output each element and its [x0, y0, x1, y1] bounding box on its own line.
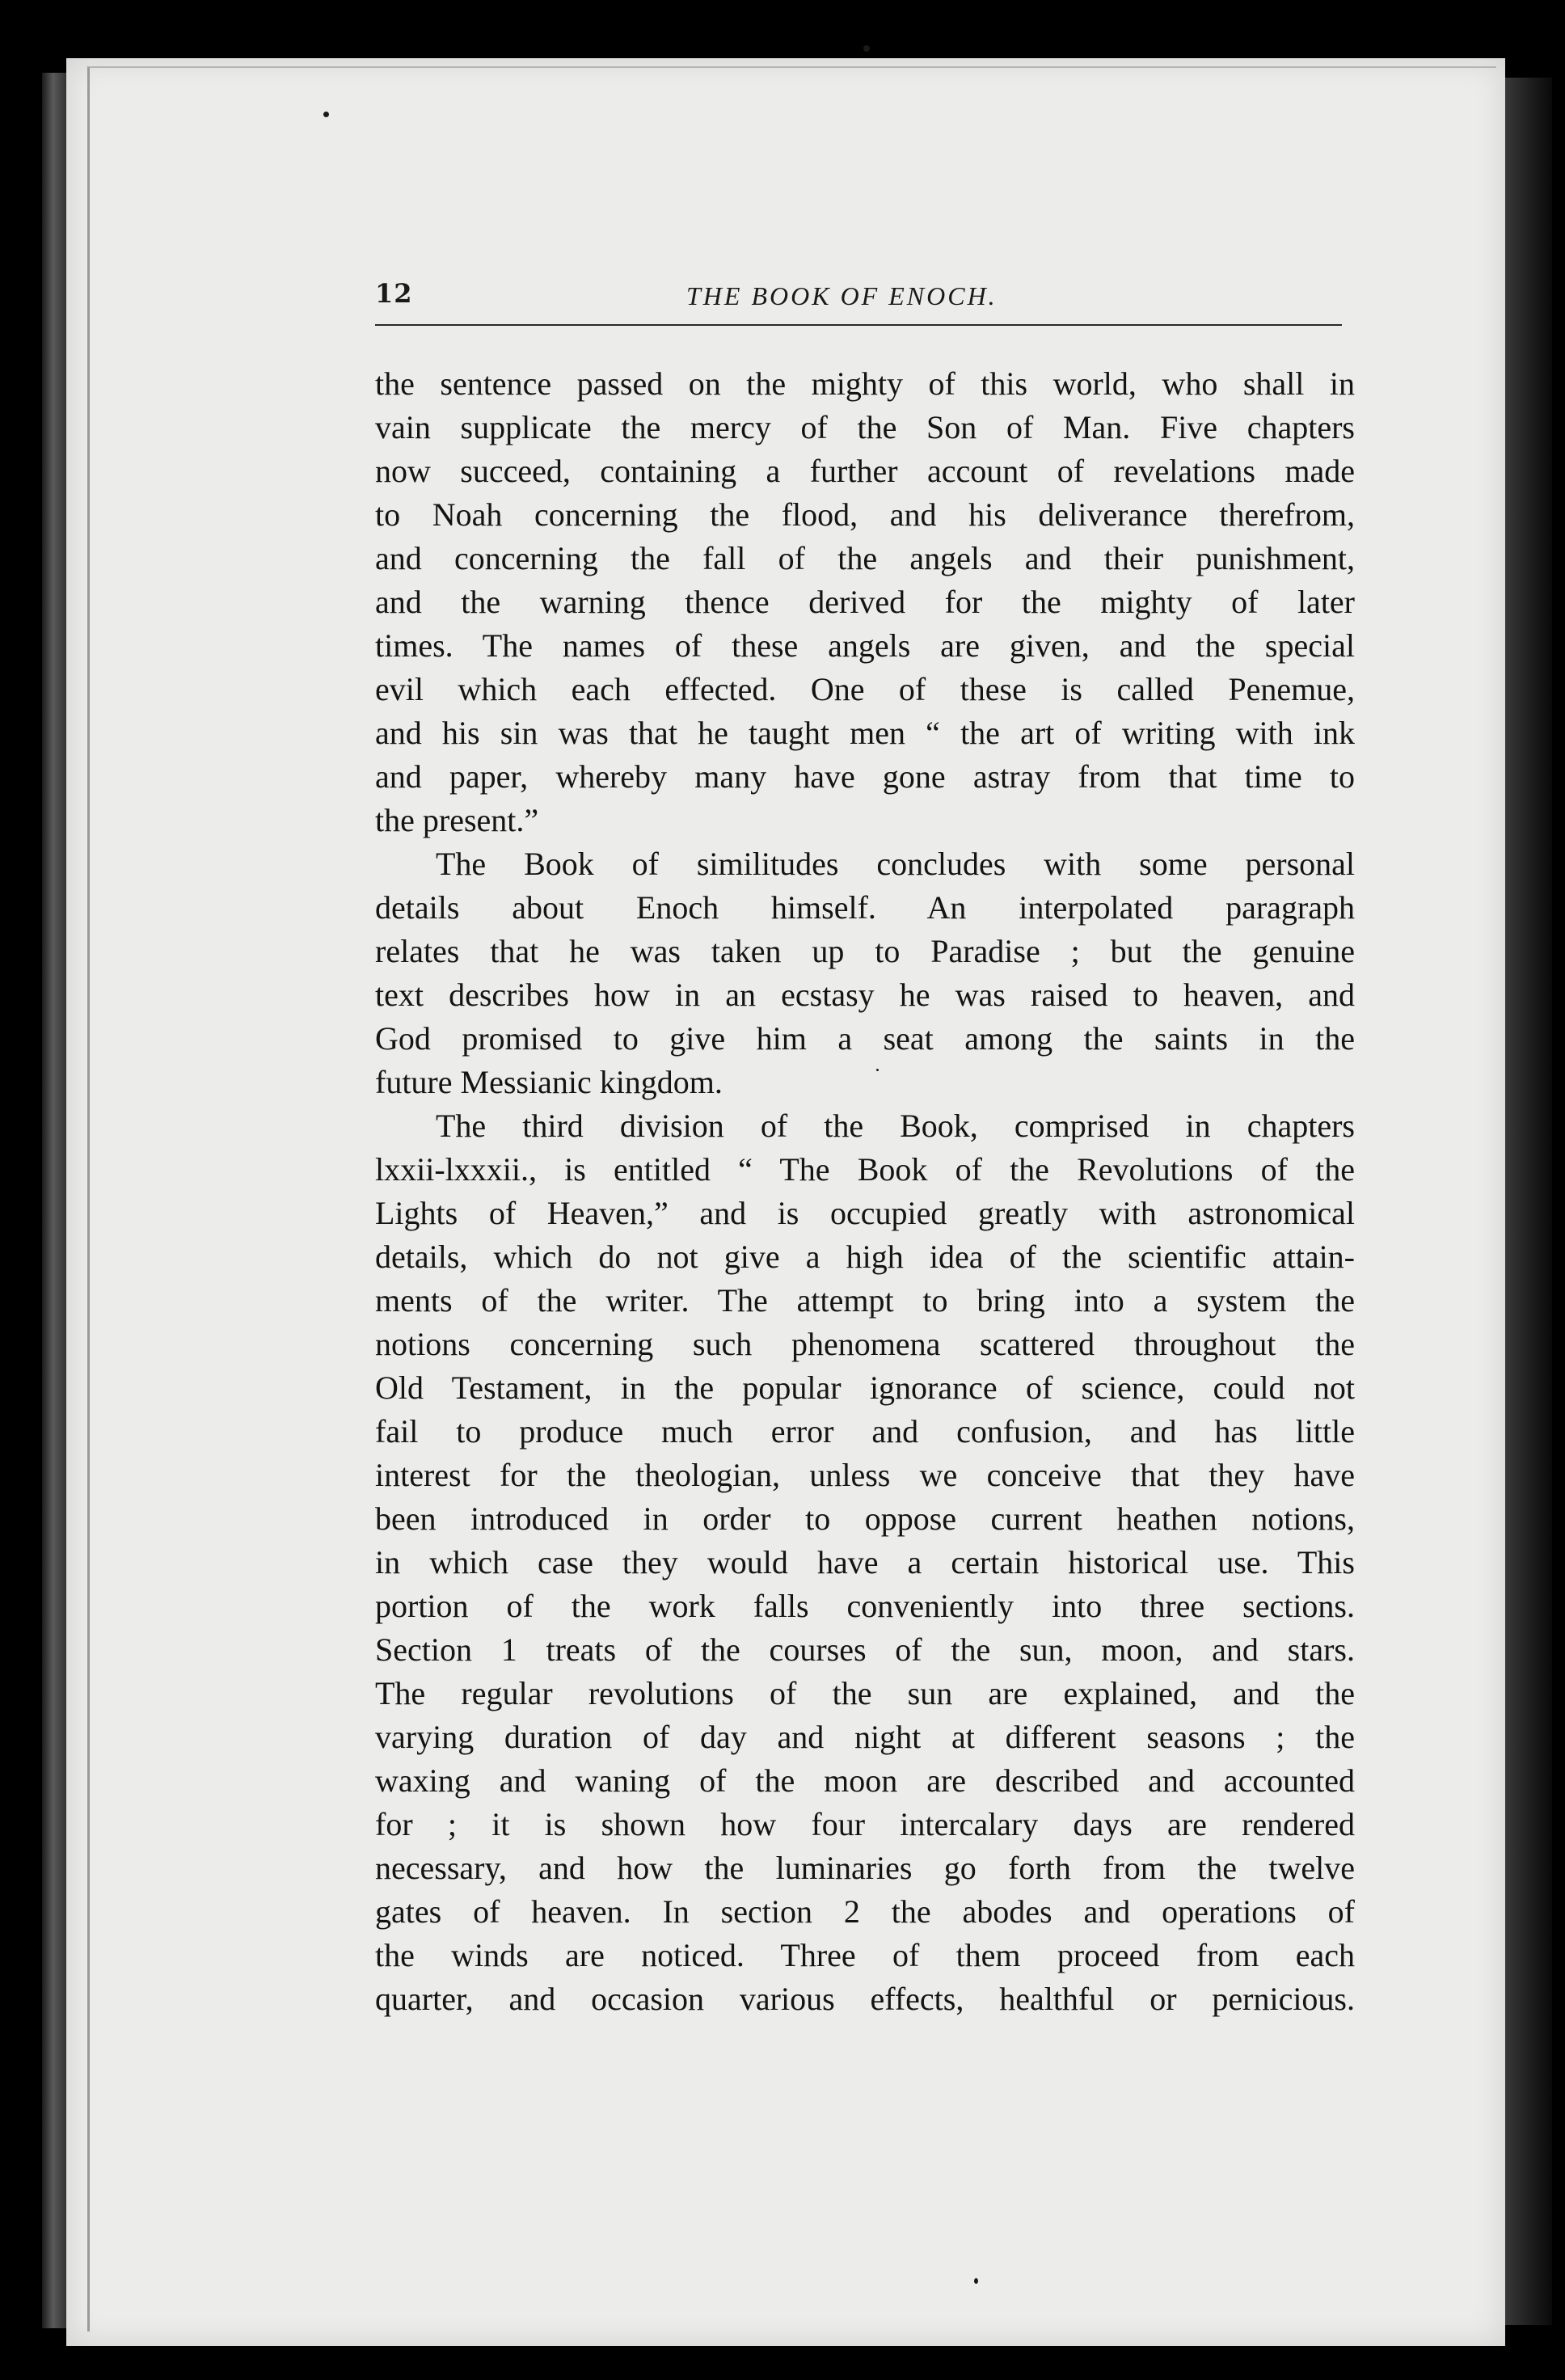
text-line: future Messianic kingdom. [375, 1064, 723, 1100]
header-rule [375, 324, 1342, 326]
body-text [375, 362, 1355, 2021]
text-line: details about Enoch himself. An interpolated paragraph [375, 889, 1355, 926]
book-spine-edge [42, 73, 70, 2328]
text-line: to Noah concerning the flood, and his deliverance therefrom, [375, 496, 1355, 533]
running-head [375, 278, 1345, 323]
text-line: the winds are noticed. Three of them proceed from each [375, 1937, 1355, 1973]
text-line: quarter, and occasion various effects, healthful or pernicious. [375, 1981, 1355, 2017]
text-line: been introduced in order to oppose current heathen notions, [375, 1500, 1355, 1537]
text-line: and concerning the fall of the angels and their punishment, [375, 540, 1355, 576]
running-title: THE BOOK OF ENOCH. [686, 281, 998, 310]
page-number: 12 [375, 278, 413, 309]
text-line: for ; it is shown how four intercalary days are rendered [375, 1806, 1355, 1842]
text-line: vain supplicate the mercy of the Son of Man. Five chapters [375, 409, 1355, 445]
text-line: The regular revolutions of the sun are explained, and the [375, 1675, 1355, 1711]
text-line: Section 1 treats of the courses of the sun, moon, and stars. [375, 1631, 1355, 1668]
text-line: varying duration of day and night at different seasons ; the [375, 1719, 1355, 1755]
text-line: now succeed, containing a further account of revelations made [375, 453, 1355, 489]
text-line: in which case they would have a certain historical use. This [375, 1544, 1355, 1580]
scan-speck [863, 45, 870, 52]
text-line: and his sin was that he taught men “ the art of writing with ink [375, 715, 1355, 751]
text-line: evil which each effected. One of these is called Penemue, [375, 671, 1355, 707]
scan-speck [876, 1069, 879, 1071]
text-line: notions concerning such phenomena scattered throughout the [375, 1326, 1355, 1362]
text-line: portion of the work falls conveniently into three sections. [375, 1588, 1355, 1624]
text-line: lxxii-lxxxii., is entitled “ The Book of the Revolutions of the [375, 1151, 1355, 1188]
text-line: text describes how in an ecstasy he was raised to heaven, and [375, 977, 1355, 1013]
text-line: Old Testament, in the popular ignorance of science, could not [375, 1369, 1355, 1406]
text-line: The Book of similitudes concludes with some personal [436, 846, 1355, 882]
text-line: interest for the theologian, unless we conceive that they have [375, 1457, 1355, 1493]
scan-speck [974, 2278, 978, 2284]
text-line: The third division of the Book, comprised in chapters [436, 1108, 1355, 1144]
text-line: gates of heaven. In section 2 the abodes and operations of [375, 1893, 1355, 1930]
text-line: necessary, and how the luminaries go forth from the twelve [375, 1850, 1355, 1886]
text-line: and paper, whereby many have gone astray from that time to [375, 758, 1355, 795]
book-fore-edge [1504, 78, 1552, 2325]
text-line: and the warning thence derived for the mighty of later [375, 584, 1355, 620]
text-line: the present.” [375, 802, 539, 838]
text-line: ments of the writer. The attempt to bring into a system the [375, 1282, 1355, 1319]
text-line: God promised to give him a seat among the saints in the [375, 1020, 1355, 1057]
text-line: fail to produce much error and confusion, and has little [375, 1413, 1355, 1450]
text-line: relates that he was taken up to Paradise ; but the genuine [375, 933, 1355, 969]
text-line: Lights of Heaven,” and is occupied greatly with astronomical [375, 1195, 1355, 1231]
text-line: times. The names of these angels are given, and the special [375, 627, 1355, 664]
text-line: waxing and waning of the moon are described and accounted [375, 1762, 1355, 1799]
scan-speck [323, 112, 329, 117]
text-line: details, which do not give a high idea of the scientific attain- [375, 1239, 1355, 1275]
text-line: the sentence passed on the mighty of this world, who shall in [375, 365, 1355, 402]
